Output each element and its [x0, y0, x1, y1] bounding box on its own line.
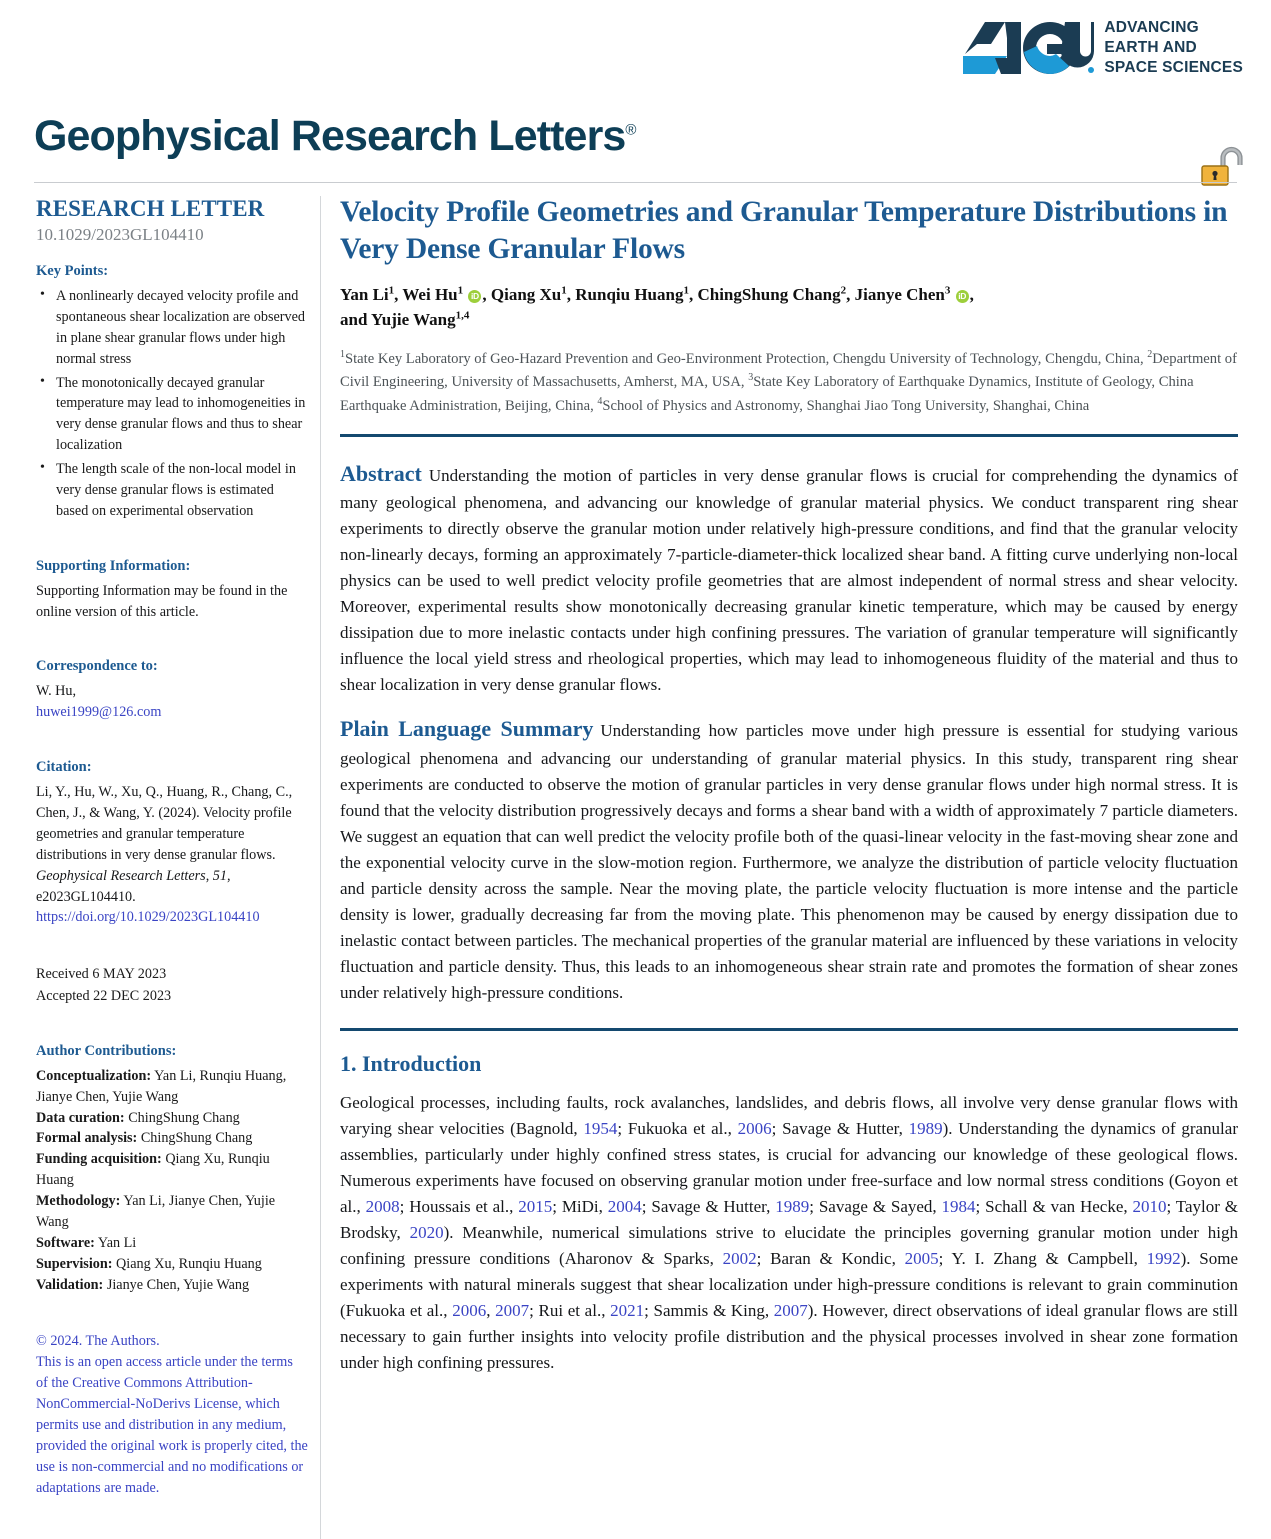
agu-tagline [1104, 18, 1243, 77]
affiliation-marker: 3 [748, 372, 754, 384]
author-name: , ChingShung Chang [688, 285, 841, 305]
citation-year-link[interactable]: 2008 [365, 1196, 400, 1216]
contribution-role: Funding acquisition: [36, 1151, 162, 1168]
journal-name: Geophysical Research Letters [34, 112, 626, 160]
supporting-information-text: Supporting Information may be found in the online version of this article. [36, 582, 288, 620]
affiliation-text: State Key Laboratory of Geo-Hazard Prevention and Geo-Environment Protection, Chengdu University of Technology, Chengdu, China, [345, 351, 1148, 368]
body-text: ). Understanding the dynamics of granular assemblies, particularly under highly confined stress states, is crucial for advancing our knowledge of these geological flows. Numerous experiments have focused on observing granular motion under free-surface and low normal stress conditions (Goyon et al., [340, 1118, 1238, 1216]
author-affil-ref: 2 [840, 284, 847, 297]
contribution-role: Methodology: [36, 1193, 121, 1210]
body-text: ; Schall & van Hecke, [975, 1196, 1133, 1216]
abstract-heading: Abstract [340, 460, 422, 486]
contribution-role: Supervision: [36, 1255, 113, 1272]
plain-language-summary-text: Understanding how particles move under high pressure is essential for studying various geological phenomena and advancing our understanding of granular material physics. In this study, transparent ring shear experiments are conducted to observe the motion of granular particles in very dense granular flows under high normal stress. It is found that the velocity distribution progressively decays and forms a shear band with a width of approximately 7 particle diameters. We suggest an equation that can well predict the velocity profile both of the quasi-linear velocity in the fast-moving shear zone and the exponential velocity curve in the slow-motion region. Furthermore, we analyze the distribution of particle velocity fluctuation and particle density across the sample. Near the moving plate, the particle velocity fluctuation is more intense and the particle density is lower, gradually decreasing far from the moving plate. This phenomenon may be caused by energy dissipation due to inelastic contact between particles. The mechanical properties of the granular material are influenced by these variations in velocity fluctuation and particle density. Thus, this leads to an inhomogeneous shear strain rate and promotes the formation of shear zones under relatively high-pressure conditions. [340, 721, 1238, 1002]
spacer [36, 1024, 308, 1043]
citation-doi-link[interactable]: https://doi.org/10.1029/2023GL104410 [36, 909, 260, 926]
supporting-information-heading: Supporting Information: [36, 557, 191, 574]
citation-year-link[interactable]: 2005 [904, 1248, 939, 1268]
spacer [36, 639, 308, 658]
affiliation-marker: 2 [1147, 349, 1153, 361]
author-contributions-heading: Author Contributions: [36, 1042, 177, 1059]
author-affil-ref: 1 [561, 284, 567, 297]
accepted-date: Accepted 22 DEC 2023 [36, 987, 172, 1004]
body-text: ; Savage & Hutter, [771, 1118, 909, 1138]
author-name: , Runqiu Huang [566, 285, 684, 305]
supporting-information-block [36, 558, 308, 623]
contribution-role: Data curation: [36, 1109, 125, 1126]
citation-heading: Citation: [36, 759, 92, 776]
correspondence-email-link[interactable]: huwei1999@126.com [36, 704, 162, 721]
body-text: ; Rui et al., [529, 1300, 611, 1320]
key-points-heading: Key Points: [36, 263, 109, 279]
agu-publisher-logo [961, 18, 1243, 78]
introduction-top-rule [340, 1028, 1238, 1031]
list-item: • A nonlinearly decayed velocity profile and spontaneous shear localization are observed in plane shear granular flows under high normal stress [53, 286, 308, 370]
page-title: Velocity Profile Geometries and Granular Temperature Distributions in Very Dense Granular Flows [340, 196, 1228, 265]
contribution-row [36, 1275, 308, 1296]
contribution-row [36, 1128, 308, 1149]
body-text: ). However, direct observations of ideal granular flows are still necessary to gain further insights into velocity profile distribution and the physical processes involved in shear zone formation under high confining pressures. [340, 1300, 1239, 1372]
author-affil-ref: 3 [944, 284, 951, 297]
author-name: , Wei Hu [394, 285, 458, 305]
body-text: ; Sammis & King, [644, 1300, 774, 1320]
contribution-row [36, 1233, 308, 1254]
author-list [340, 283, 1238, 332]
author-affil-ref: 1 [683, 284, 689, 297]
body-text: ; Fukuoka et al., [617, 1118, 738, 1138]
correspondence-heading: Correspondence to: [36, 658, 158, 675]
agu-tagline-line-1: ADVANCING [1104, 19, 1199, 37]
contribution-row [36, 1108, 308, 1129]
license-link[interactable]: Creative Commons Attribution-NonCommercial-NoDerivs License [36, 1375, 253, 1413]
citation-year-link[interactable]: 1984 [941, 1196, 976, 1216]
affiliation-text: State Key Laboratory of Earthquake Dynamics, Institute of Geology, China Earthquake Administration, Beijing, China, [340, 374, 1194, 414]
orcid-icon[interactable]: iD [468, 290, 481, 303]
citation-year-link[interactable]: 1989 [908, 1118, 943, 1138]
sidebar-divider [320, 196, 321, 1539]
plain-language-summary-section [340, 712, 1238, 1006]
author-separator: , [969, 285, 974, 305]
citation-part-2: , [205, 867, 213, 884]
contribution-people: ChingShung Chang [137, 1130, 253, 1147]
header-divider [34, 182, 1237, 183]
abstract-section [340, 457, 1238, 699]
body-text: ; MiDi, [552, 1196, 608, 1216]
correspondence-block [36, 658, 308, 723]
article-sidebar [36, 196, 308, 1498]
citation-year-link[interactable]: 2006 [737, 1118, 772, 1138]
agu-logo-mark [961, 18, 1094, 78]
agu-tagline-line-2: EARTH AND [1104, 39, 1197, 57]
body-text: ; Y. I. Zhang & Campbell, [938, 1248, 1147, 1268]
registered-mark: ® [625, 121, 636, 139]
contribution-role: Conceptualization: [36, 1067, 152, 1084]
abstract-top-rule [340, 434, 1238, 437]
citation-year-link[interactable]: 2020 [409, 1222, 444, 1242]
affiliation-marker: 1 [340, 349, 345, 361]
spacer [36, 539, 308, 558]
author-affil-ref: 1,4 [455, 309, 470, 322]
author-contributions-block [36, 1043, 308, 1296]
list-item: • The length scale of the non-local model in very dense granular flows is estimated based on experimental observation [53, 459, 308, 522]
license-text-pre: This is an open access article under the terms of the [36, 1354, 293, 1392]
body-text: ). Some experiments with natural minerals suggest that shear localization under high-pressure conditions is relevant to grain comminution (Fukuoka et al., [340, 1248, 1239, 1320]
author-name: , Jianye Chen [846, 285, 945, 305]
contribution-people: ChingShung Chang [124, 1109, 240, 1126]
author-affil-ref: 1 [388, 284, 395, 297]
body-text: ; Taylor & Brodsky, [340, 1196, 1238, 1242]
body-text: ; Houssais et al., [399, 1196, 519, 1216]
affiliation-marker: 4 [597, 395, 603, 407]
article-dates-block [36, 964, 308, 1007]
list-item: • The monotonically decayed granular temperature may lead to inhomogeneities in very dense granular flows and thus to shear localization [53, 373, 308, 457]
contribution-row [36, 1191, 308, 1233]
citation-part-1: Li, Y., Hu, W., Xu, Q., Huang, R., Chang, C., Chen, J., & Wang, Y. (2024). Velocity profile geometries and granular temperature distributions in very dense granular flows. [36, 784, 293, 863]
copyright-license-block [36, 1331, 308, 1498]
body-text: ; Savage & Sayed, [809, 1196, 942, 1216]
introduction-paragraph [340, 1090, 1238, 1376]
copyright-line: © 2024. The Authors. [36, 1333, 160, 1350]
contribution-people: Qiang Xu, Runqiu Huang [36, 1151, 270, 1189]
contribution-people: Yan Li, Jianye Chen, Yujie Wang [36, 1193, 276, 1230]
citation-year-link[interactable]: 2010 [1132, 1196, 1167, 1216]
citation-year-link[interactable]: 2021 [610, 1300, 645, 1320]
contribution-people: Yan Li [94, 1234, 137, 1251]
section-heading-introduction: 1. Introduction [340, 1050, 482, 1076]
affiliation-text: School of Physics and Astronomy, Shanghai Jiao Tong University, Shanghai, China [602, 397, 1090, 414]
contribution-people: Qiang Xu, Runqiu Huang [112, 1255, 262, 1272]
body-text: ; Savage & Hutter, [641, 1196, 776, 1216]
article-type-label: RESEARCH LETTER [36, 196, 265, 221]
citation-journal-name: Geophysical Research Letters [36, 867, 206, 884]
citation-text [36, 782, 308, 928]
journal-masthead [34, 112, 636, 161]
citation-block [36, 759, 308, 928]
contribution-role: Validation: [36, 1276, 104, 1293]
spacer [36, 740, 308, 759]
citation-year-link[interactable]: 1992 [1146, 1248, 1181, 1268]
contribution-row [36, 1254, 308, 1275]
article-main-column [340, 194, 1238, 1390]
key-points-list [36, 286, 308, 522]
citation-year-link[interactable]: 2002 [722, 1248, 757, 1268]
author-affil-ref: 1 [457, 284, 464, 297]
citation-year-link[interactable]: 2006 [452, 1300, 487, 1320]
body-text: Geological processes, including faults, rock avalanches, landslides, and debris flows, all involve very dense granular flows with varying shear velocities (Bagnold, [340, 1092, 1238, 1138]
article-doi: 10.1029/2023GL104410 [36, 225, 204, 244]
body-text: ; Baran & Kondic, [756, 1248, 905, 1268]
spacer [36, 945, 308, 964]
body-text: ). Meanwhile, numerical simulations strive to elucidate the principles governing granular motion under high confining pressure conditions (Aharonov & Sparks, [340, 1222, 1238, 1268]
citation-year-link[interactable]: 1954 [583, 1118, 618, 1138]
citation-year-link[interactable]: 1989 [775, 1196, 810, 1216]
received-date: Received 6 MAY 2023 [36, 966, 167, 983]
contribution-role: Software: [36, 1234, 95, 1251]
citation-year-link[interactable]: 2015 [518, 1196, 553, 1216]
affiliations [340, 347, 1238, 416]
contribution-people: Jianye Chen, Yujie Wang [103, 1276, 250, 1293]
citation-year-link[interactable]: 2004 [607, 1196, 642, 1216]
citation-volume: 51 [212, 867, 227, 884]
contribution-row [36, 1149, 308, 1191]
abstract-text: Understanding the motion of particles in very dense granular flows is crucial for comprehending the dynamics of many geological phenomena, and advancing our knowledge of granular material physics. We conduct transparent ring shear experiments to directly observe the granular motion under relatively high-pressure conditions, and find that the granular velocity non-linearly decays, forming an approximately 7-particle-diameter-thick localized shear band. A fitting curve underlying non-local physics can be used to well predict velocity profile geometries that are almost independent of normal stress and shear velocity. Moreover, experimental results show monotonically decreasing granular kinetic temperature, which may be caused by energy dissipation due to more inelastic contacts under high confining pressures. The variation of granular temperature will significantly influence the local yield stress and rheological properties, which may lead to inhomogeneous fluidity of the material and thus to shear localization in very dense granular flows. [340, 465, 1238, 695]
citation-part-3: , e2023GL104410. [36, 867, 231, 905]
contribution-people: Yan Li, Runqiu Huang, Jianye Chen, Yujie Wang [36, 1067, 287, 1105]
spacer [36, 1312, 308, 1331]
orcid-icon[interactable]: iD [956, 290, 969, 303]
agu-tagline-line-3: SPACE SCIENCES [1104, 58, 1243, 76]
author-name: and Yujie Wang [340, 309, 456, 329]
author-name: , Qiang Xu [482, 285, 562, 305]
plain-language-summary-heading: Plain Language Summary [340, 716, 594, 742]
citation-year-link[interactable]: 2007 [773, 1300, 808, 1320]
correspondence-name: W. Hu, [36, 683, 77, 700]
contribution-role: Formal analysis: [36, 1130, 138, 1147]
contribution-row [36, 1066, 308, 1108]
key-points-block [36, 263, 308, 522]
affiliation-text: Department of Civil Engineering, University of Massachusetts, Amherst, MA, USA, [340, 351, 1237, 391]
author-name: Yan Li [340, 285, 389, 305]
license-text-post: , which permits use and distribution in any medium, provided the original work is properly cited, the use is non-commercial and no modifications or adaptations are made. [36, 1396, 308, 1496]
citation-year-link[interactable]: 2007 [495, 1300, 530, 1320]
body-text: , [486, 1300, 496, 1320]
